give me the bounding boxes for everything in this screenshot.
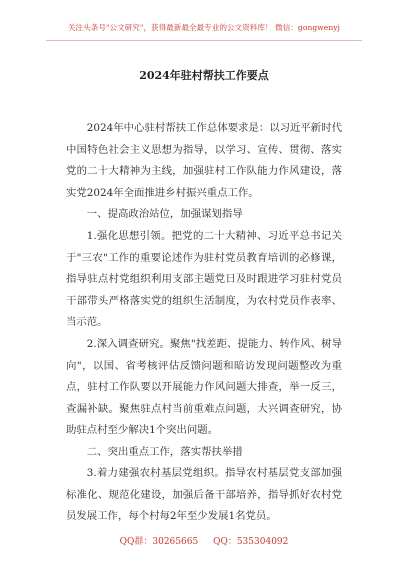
footer-contact [0,534,408,547]
section-heading-1: 一、提高政治站位，加强谋划指导 [86,208,243,220]
header-divider [46,40,362,41]
footer-qq-number: QQ：535304092 [213,537,289,547]
paragraph-item-1: 1.强化思想引领。把党的二十大精神、习近平总书记关于"三农"工作的重要论述作为驻村党员教育培训的必修课，指导驻点村党组织利用支部主题党日及时跟进学习驻村党员干部带头严格落实党的组织生活制度，为农村党员作表率、当示范。 [66,230,342,329]
paragraph-item-2: 2.深入调查研究。聚焦"找差距、提能力、转作风、树导向"，以国、省考核评估反馈问题和暗访发现问题整改为重点，驻村工作队要以开展能力作风问题大排查，举一反三，查漏补缺。聚焦驻点村当前重难点问题，大兴调查研究，协助驻点村至少解决1个突出问题。 [66,338,342,437]
footer-qq-group: QQ群：30265665 [119,537,199,547]
section-heading-2: 二、突出重点工作，落实帮扶举措 [86,446,243,458]
document-title: 2024年驻村帮扶工作要点 [139,69,269,82]
paragraph-intro: 2024年中心驻村帮扶工作总体要求是：以习近平新时代中国特色社会主义思想为指导，以学习、宣传、贯彻、落实党的二十大精神为主线，加强驻村工作队能力作风建设，落实党2024年全面推进乡村振兴重点工作。 [66,122,342,199]
paragraph-item-3: 3.着力建强农村基层党组织。指导农村基层党支部加强标准化、规范化建设，加强后备干部培养，指导抓好农村党员发展工作，每个村每2年至少发展1名党员。 [66,467,342,523]
header-banner: 关注头条号"公文研究"，获得最新最全最专业的公文资料库！ 微信：gongwenyj [67,23,341,32]
